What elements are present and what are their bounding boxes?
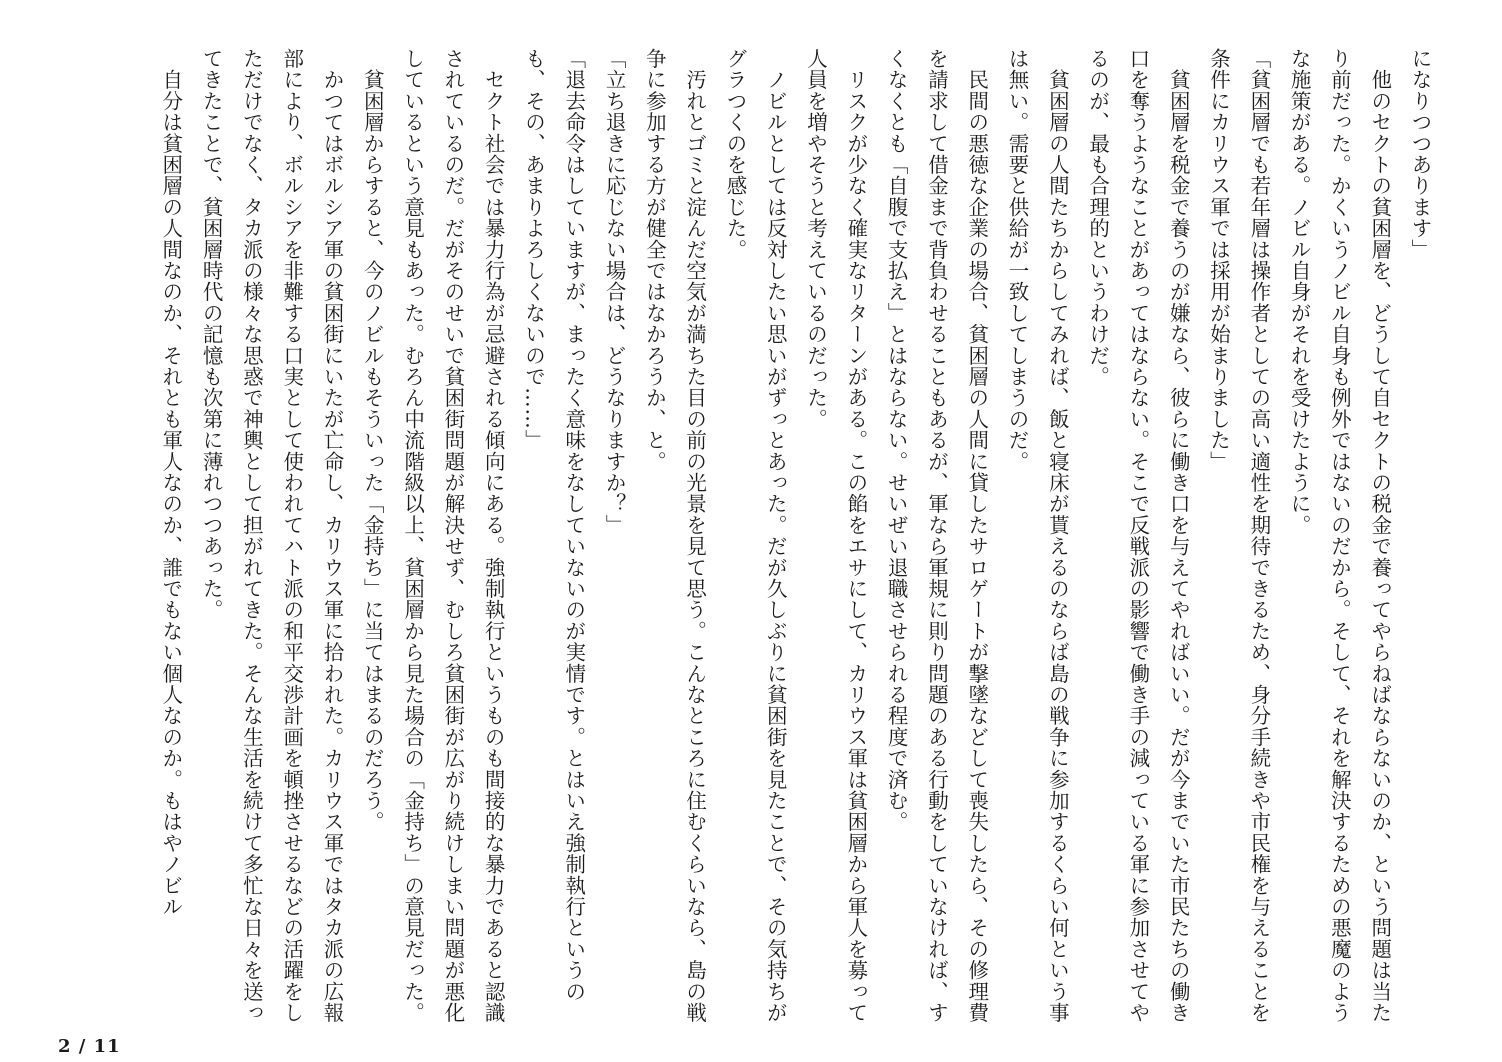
paragraph-15: 自分は貧困層の人間なのか、それとも軍人なのか、誰でもない個人なのか。もはやノビル xyxy=(158,48,183,918)
paragraph-6: 民間の悪徳な企業の場合、貧困層の人間に貸したサロゲートが撃墜などして喪失したら、その修理費を請求して借金まで背負わせることもあるが、軍なら軍規に則り問題のある行動をしていなければ、すくなくとも「自腹で支払え」とはならない。せいぜい退職させられる程度で済む。 xyxy=(884,48,989,1024)
paragraph-14: かつてはボルシア軍の貧困街にいたが亡命し、カリウス軍に拾われた。カリウス軍ではタカ派の広報部により、ボルシアを非難する口実として使われてハト派の和平交渉計画を頓挫させるなどの活躍をしただけでなく、タカ派の様々な思惑で神輿として担がれてきた。そんな生活を続けて多忙な日々を送ってきたことで、貧困層時代の記憶も次第に薄れつつあった。 xyxy=(199,48,344,1024)
paragraph-11: 「退去命令はしていますが、まったく意味をなしていないのが実情です。とはいえ強制執行というのも、その、あまりよろしくないので……」 xyxy=(521,48,586,1002)
paragraph-5: 貧困層の人間たちからしてみれば、飯と寝床が貰えるのならば島の戦争に参加するくらい何という事は無い。需要と供給が一致してしまうのだ。 xyxy=(1005,48,1070,1024)
paragraph-9: 汚れとゴミと淀んだ空気が満ちた目の前の光景を見て思う。こんなところに住むくらいなら、島の戦争に参加する方が健全ではなかろうか、と。 xyxy=(642,48,707,1024)
paragraph-4: 貧困層を税金で養うのが嫌なら、彼らに働き口を与えてやればいい。だが今までいた市民たちの働き口を奪うようなことがあってはならない。そこで反戦派の影響で働き手の減っている軍に参加させてやるのが、最も合理的というわけだ。 xyxy=(1085,48,1191,1024)
paragraph-12: セクト社会では暴力行為が忌避される傾向にある。強制執行というものも間接的な暴力であると認識されているのだ。だがそのせいで貧困街問題が解決せず、むしろ貧困街が広がり続けしまい問題が悪化しているという意見もあった。むろん中流階級以上、貧困層から見た場合の「金持ち」の意見だった。 xyxy=(400,48,506,1024)
paragraph-2: 他のセクトの貧困層を、どうして自セクトの税金で養ってやらねばならないのか、という問題は当たり前だった。かくいうノビル自身も例外ではないのだから。そして、それを解決するための悪魔のような施策がある。ノビル自身がそれを受けたように。 xyxy=(1287,48,1392,1024)
paragraph-8: ノビルとしては反対したい思いがずっとあった。だが久しぶりに貧困街を見たことで、その気持ちがグラつくのを感じた。 xyxy=(722,48,788,1024)
paragraph-7: リスクが少なく確実なリターンがある。この餡をエサにして、カリウス軍は貧困層から軍人を募って人員を増やそうと考えているのだった。 xyxy=(803,48,868,1024)
paragraph-3: 「貧困層でも若年層は操作者としての高い適性を期待できるため、身分手続きや市民権を与えることを条件にカリウス軍では採用が始まりました」 xyxy=(1206,48,1271,1024)
page-number: 2 / 11 xyxy=(58,1036,121,1057)
paragraph-10: 「立ち退きに応じない場合は、どうなりますか？」 xyxy=(602,48,627,536)
paragraph-1: になりつつあります」 xyxy=(1408,48,1432,260)
paragraph-13: 貧困層からすると、今のノビルもそういった「金持ち」に当てはまるのだろう。 xyxy=(360,48,385,833)
vertical-text-body xyxy=(40,48,1440,1028)
